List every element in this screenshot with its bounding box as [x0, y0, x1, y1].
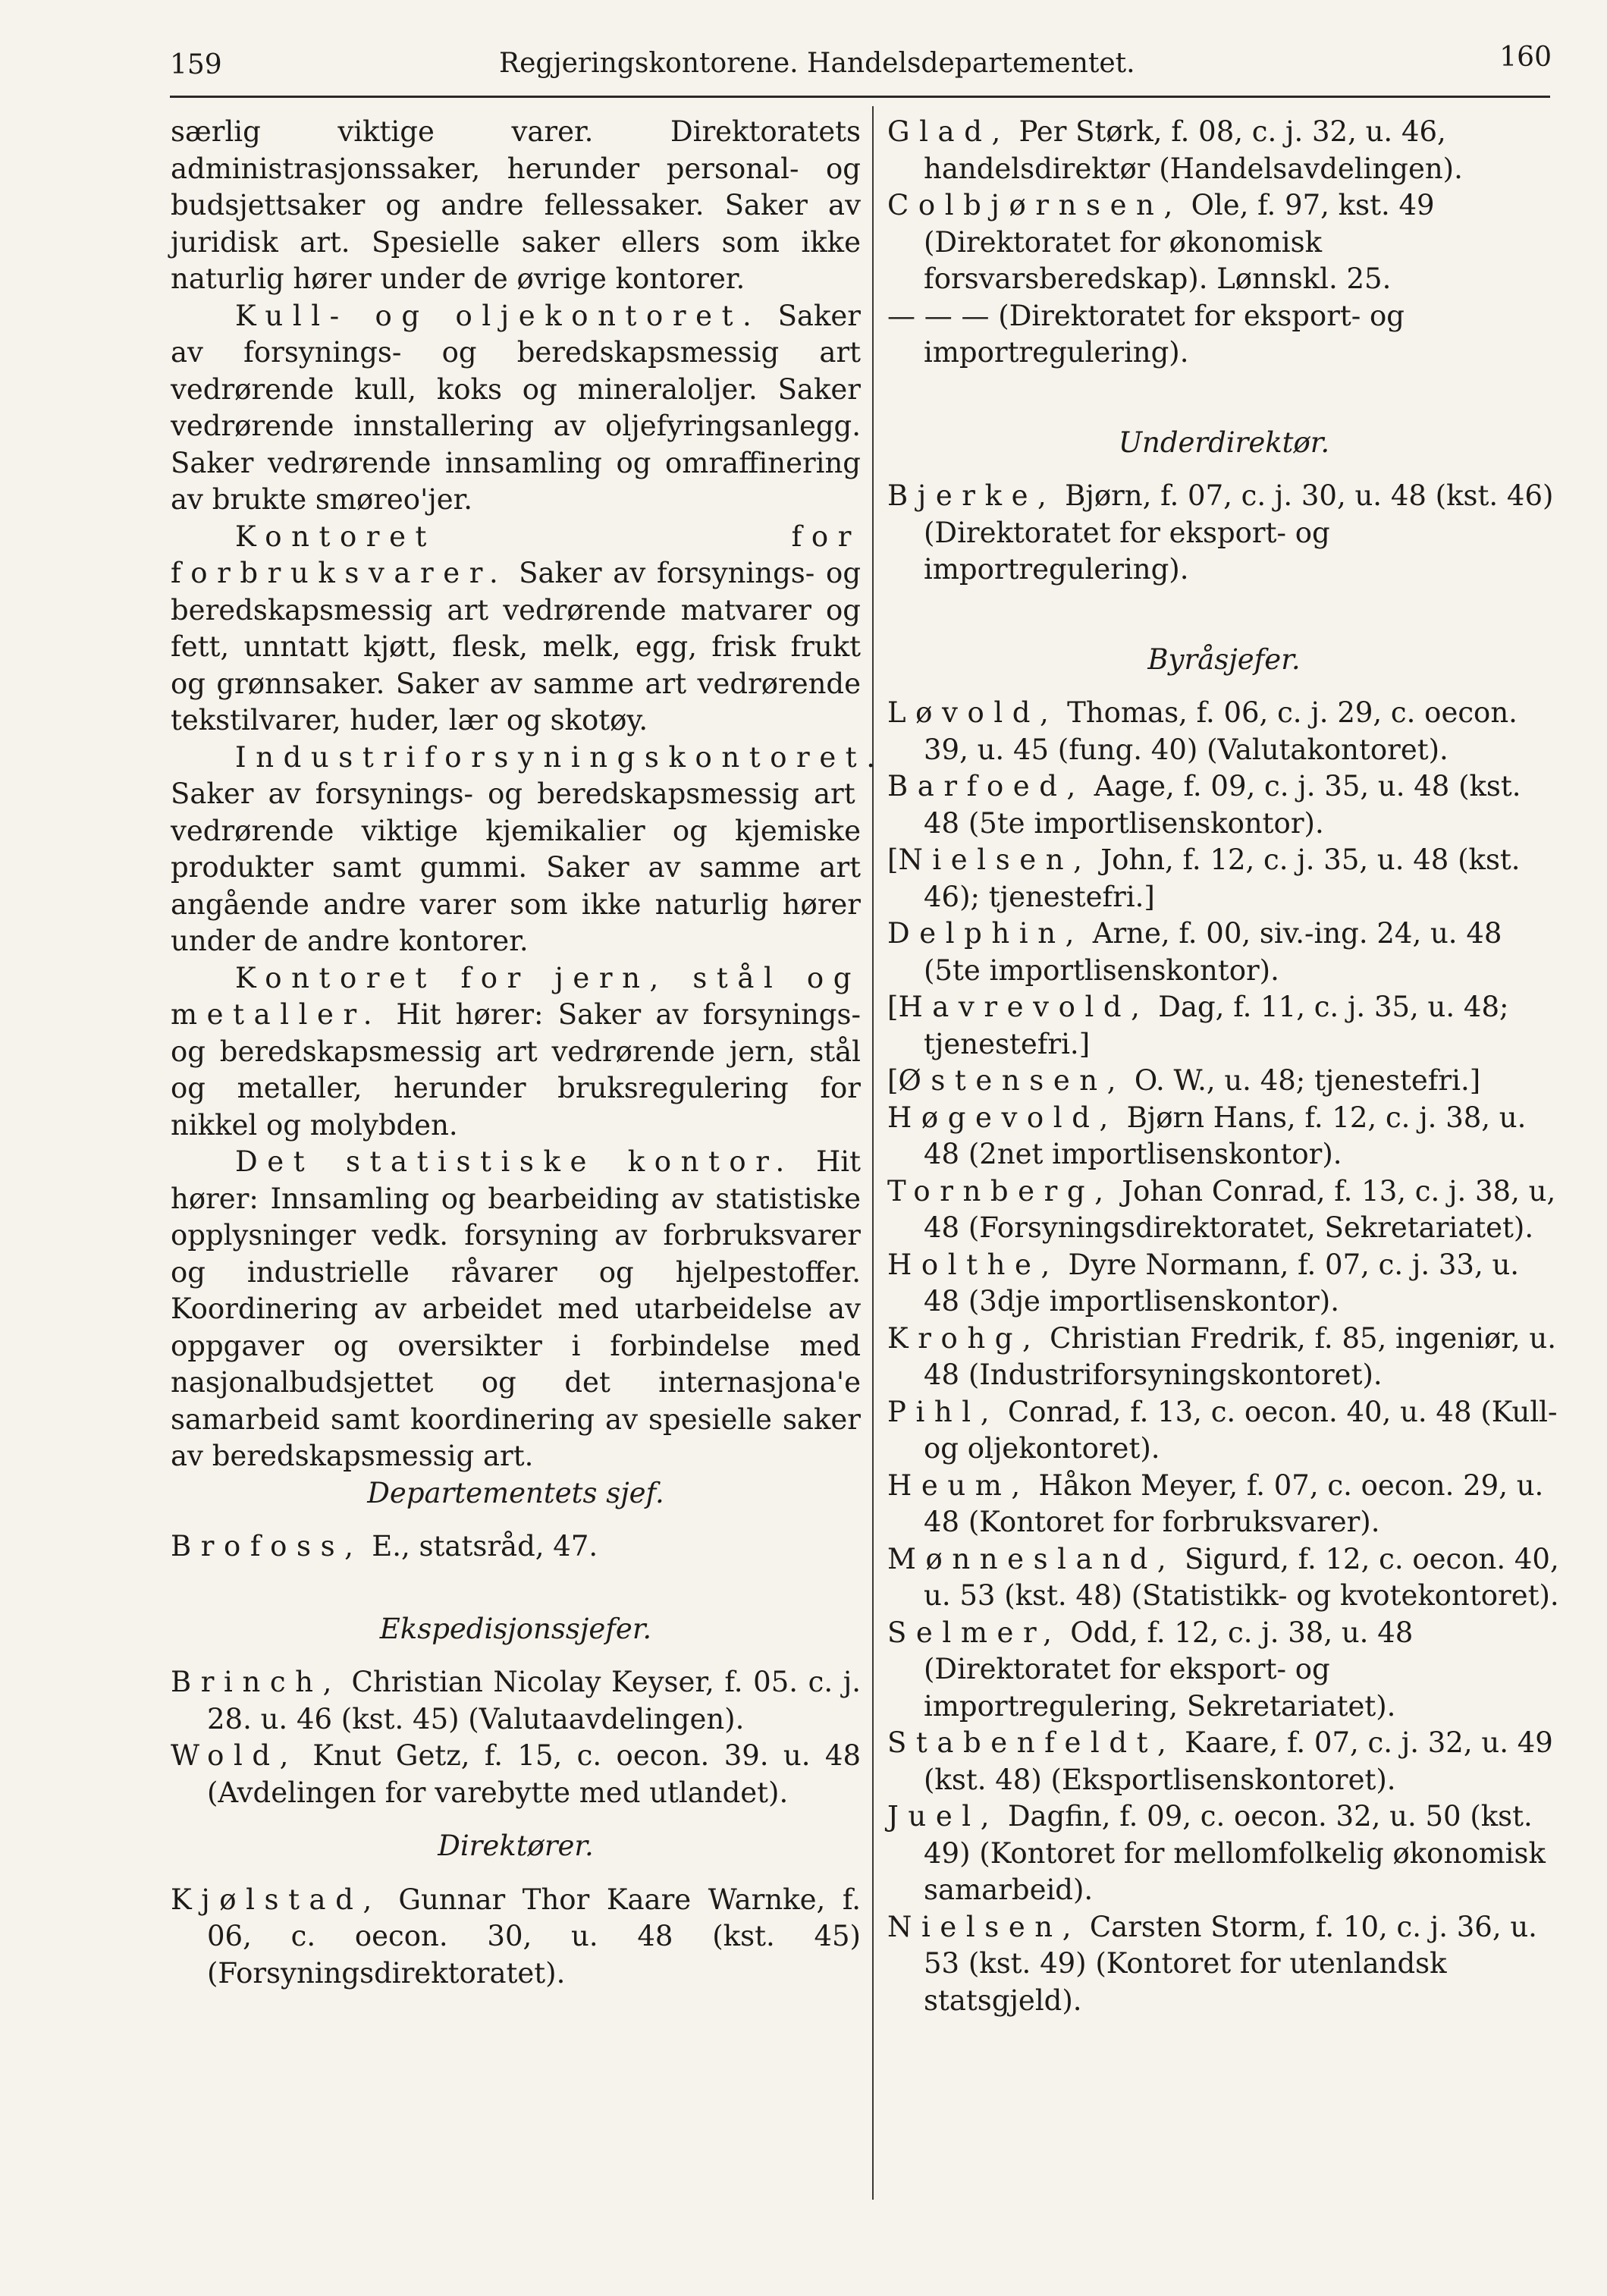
ditto-dashes: — — —	[887, 299, 990, 332]
section-heading: Direktører.	[438, 1830, 594, 1862]
person-details: Ole, f. 97, kst. 49 (Direktoratet for økonomisk forsvarsberedskap). Lønnskl. 25.	[924, 189, 1435, 295]
person-surname: Mønnesland,	[887, 1542, 1176, 1575]
person-surname: Holthe,	[887, 1248, 1059, 1281]
office-paragraph	[171, 1144, 861, 1475]
person-surname: Høgevold,	[887, 1101, 1118, 1134]
person-details: Knut Getz, f. 15, c. oecon. 39. u. 48 (Avdelingen for varebytte med utlandet).	[207, 1739, 861, 1809]
person-details: Carsten Storm, f. 10, c. j. 36, u. 53 (kst. 49) (Kontoret for utenlandsk statsgjeld).	[924, 1910, 1537, 2017]
person-surname: Colbjørnsen,	[887, 189, 1182, 221]
person-details: John, f. 12, c. j. 35, u. 48 (kst. 46); tjenestefri.]	[924, 843, 1521, 913]
person-surname: Nielsen,	[887, 1910, 1081, 1943]
person-entry	[171, 1882, 861, 1993]
person-surname: Nielsen,	[898, 843, 1092, 876]
office-text: Hit hører: Innsamling og bearbeiding av statistiske opplysninger vedk. forsyning av forbruksvarer og industrielle råvarer og hjelpestoffer. Koordinering av arbeidet med utarbeidelse av oppgaver og oversikter i forbindelse med nasjonalbudsjettet og det internasjona'e samarbeid samt koordinering av spesielle saker av beredskapsmessig art.	[171, 1145, 861, 1472]
office-name: Kull- og oljekontoret.	[235, 299, 761, 332]
person-surname: Bjerke,	[887, 479, 1056, 512]
person-details: Kaare, f. 07, c. j. 32, u. 49 (kst. 48) (Eksportlisenskontoret).	[924, 1726, 1553, 1796]
header-rule	[170, 96, 1550, 98]
person-surname: Løvold,	[887, 696, 1059, 729]
person-entry	[887, 768, 1561, 842]
person-details: (Direktoratet for eksport- og importregulering).	[924, 299, 1405, 369]
person-details: Per Størk, f. 08, c. j. 32, u. 46, handelsdirektør (Handelsavdelingen).	[924, 115, 1463, 185]
bracket-open: [	[887, 1064, 899, 1097]
person-entry	[171, 1738, 861, 1811]
person-entry	[887, 842, 1561, 916]
person-entry	[887, 1063, 1561, 1100]
person-entry	[887, 916, 1561, 989]
office-text: Saker av forsynings- og beredskapsmessig art vedrørende viktige kjemikalier og kjemiske produkter samt gummi. Saker av samme art angående andre varer som ikke naturlig hører under de andre kontorer.	[171, 777, 861, 957]
person-entry	[887, 114, 1561, 187]
office-name: Det statistiske kontor.	[235, 1145, 794, 1178]
person-entry	[887, 1468, 1561, 1541]
person-details: Dag, f. 11, c. j. 35, u. 48; tjenestefri.]	[924, 991, 1509, 1060]
person-surname: Krohg,	[887, 1321, 1041, 1355]
person-surname: Barfoed,	[887, 770, 1085, 803]
person-entry	[171, 1664, 861, 1738]
person-surname: Kjølstad,	[171, 1883, 381, 1916]
person-entry	[887, 1909, 1561, 2020]
person-entry	[887, 298, 1561, 372]
person-entry	[887, 1173, 1561, 1247]
person-details: Sigurd, f. 12, c. oecon. 40, u. 53 (kst. 48) (Statistikk- og kvotekontoret).	[924, 1542, 1559, 1612]
person-entry	[887, 1247, 1561, 1321]
person-details: Bjørn Hans, f. 12, c. j. 38, u. 48 (2net importlisenskontor).	[924, 1101, 1527, 1170]
person-surname: Heum,	[887, 1468, 1030, 1502]
person-surname: Stabenfeldt,	[887, 1726, 1176, 1759]
person-details: Dyre Normann, f. 07, c. j. 33, u. 48 (3dje importlisenskontor).	[924, 1248, 1520, 1318]
bracket-open: [	[887, 843, 899, 876]
person-entry	[171, 1528, 861, 1566]
bracket-open: [	[887, 991, 899, 1023]
person-details: Bjørn, f. 07, c. j. 30, u. 48 (kst. 46) (Direktoratet for eksport- og importregulering).	[924, 479, 1554, 586]
office-text: Saker av forsynings- og beredskapsmessig art vedrørende matvarer og fett, unntatt kjøtt, flesk, melk, egg, frisk frukt og grønnsaker. Saker av samme art vedrørende tekstilvarer, huder, lær og skotøy.	[171, 557, 861, 737]
office-name: Kontoret for jern, stål og metaller.	[171, 961, 861, 1031]
person-details: Odd, f. 12, c. j. 38, u. 48 (Direktoratet for eksport- og importregulering, Sekretariatet).	[924, 1616, 1414, 1723]
person-surname: Brinch,	[171, 1666, 341, 1698]
person-details: Håkon Meyer, f. 07, c. oecon. 29, u. 48 (Kontoret for forbruksvarer).	[924, 1468, 1544, 1538]
person-entry	[887, 1615, 1561, 1726]
person-entry	[887, 1321, 1561, 1394]
section-heading: Underdirektør.	[1118, 426, 1330, 459]
person-surname: Brofoss,	[171, 1530, 363, 1563]
person-details: Christian Nicolay Keyser, f. 05. c. j. 28. u. 46 (kst. 45) (Valutaavdelingen).	[207, 1666, 861, 1735]
person-details: Johan Conrad, f. 13, c. j. 38, u, 48 (Forsyningsdirektoratet, Sekretariatet).	[924, 1174, 1556, 1244]
person-details: Aage, f. 09, c. j. 35, u. 48 (kst. 48 (5te importlisenskontor).	[924, 770, 1521, 840]
right-column	[887, 114, 1561, 2019]
person-surname: Wold,	[171, 1739, 298, 1772]
person-surname: Selmer,	[887, 1616, 1062, 1649]
person-entry	[887, 989, 1561, 1063]
person-surname: Juel,	[887, 1800, 1000, 1833]
office-text: Hit hører: Saker av forsynings- og beredskapsmessig art vedrørende jern, stål og metaller, herunder bruksregulering for nikkel og molybden.	[171, 998, 861, 1142]
page-number-left: 159	[170, 49, 222, 80]
office-text: Saker av forsynings- og beredskapsmessig art vedrørende kull, koks og mineraloljer. Saker vedrørende innstallering av oljefyringsanlegg. Saker vedrørende innsamling og omraffinering av brukte smøreo'jer.	[171, 299, 861, 516]
running-header	[170, 39, 1552, 85]
person-details: O. W., u. 48; tjenestefri.]	[1125, 1064, 1481, 1097]
person-entry	[887, 1394, 1561, 1468]
office-paragraph	[171, 740, 885, 960]
person-details: Gunnar Thor Kaare Warnke, f. 06, c. oecon. 30, u. 48 (kst. 45) (Forsyningsdirektoratet).	[207, 1883, 861, 1990]
person-details: Arne, f. 00, siv.-ing. 24, u. 48 (5te importlisenskontor).	[924, 917, 1502, 987]
person-surname: Delphin,	[887, 917, 1084, 950]
column-divider	[872, 106, 874, 2200]
office-paragraph	[171, 298, 861, 519]
person-details: E., statsråd, 47.	[363, 1530, 598, 1563]
person-surname: Østensen,	[898, 1064, 1126, 1097]
office-paragraph	[171, 960, 861, 1145]
person-entry	[887, 187, 1561, 298]
section-heading: Departementets sjef.	[367, 1476, 664, 1509]
person-details: Conrad, f. 13, c. oecon. 40, u. 48 (Kull- og oljekontoret).	[924, 1395, 1558, 1465]
office-paragraph	[171, 519, 861, 740]
paragraph: særlig viktige varer. Direktoratets administrasjonssaker, herunder personal- og budsjettsaker og andre fellessaker. Saker av juridisk art. Spesielle saker ellers som ikke naturlig hører under de øvrige kontorer.	[171, 115, 861, 295]
person-entry	[887, 1541, 1561, 1615]
section-heading: Ekspedisjonssjefer.	[379, 1612, 652, 1645]
person-surname: Pihl,	[887, 1395, 1000, 1428]
person-surname: Havrevold,	[898, 991, 1150, 1023]
person-details: Dagfin, f. 09, c. oecon. 32, u. 50 (kst. 49) (Kontoret for mellomfolkelig økonomisk samarbeid).	[924, 1800, 1546, 1906]
office-name: Kontoret for forbruksvarer.	[171, 520, 861, 589]
section-heading: Byråsjefer.	[1147, 642, 1301, 676]
running-title: Regjeringskontorene. Handelsdepartementet.	[499, 48, 1135, 79]
person-surname: Tornberg,	[887, 1174, 1113, 1208]
person-details: Christian Fredrik, f. 85, ingeniør, u. 48 (Industriforsyningskontoret).	[924, 1321, 1556, 1391]
person-details: Thomas, f. 06, c. j. 29, c. oecon. 39, u. 45 (fung. 40) (Valutakontoret).	[924, 696, 1518, 766]
person-entry	[887, 695, 1561, 768]
person-entry	[887, 478, 1561, 589]
person-entry	[887, 1798, 1561, 1909]
page-number-right: 160	[1499, 42, 1552, 73]
person-entry	[887, 1100, 1561, 1173]
office-name: Industriforsyningskontoret.	[235, 740, 885, 774]
left-column	[171, 114, 885, 1992]
person-surname: Glad,	[887, 115, 1010, 148]
person-entry	[887, 1725, 1561, 1798]
